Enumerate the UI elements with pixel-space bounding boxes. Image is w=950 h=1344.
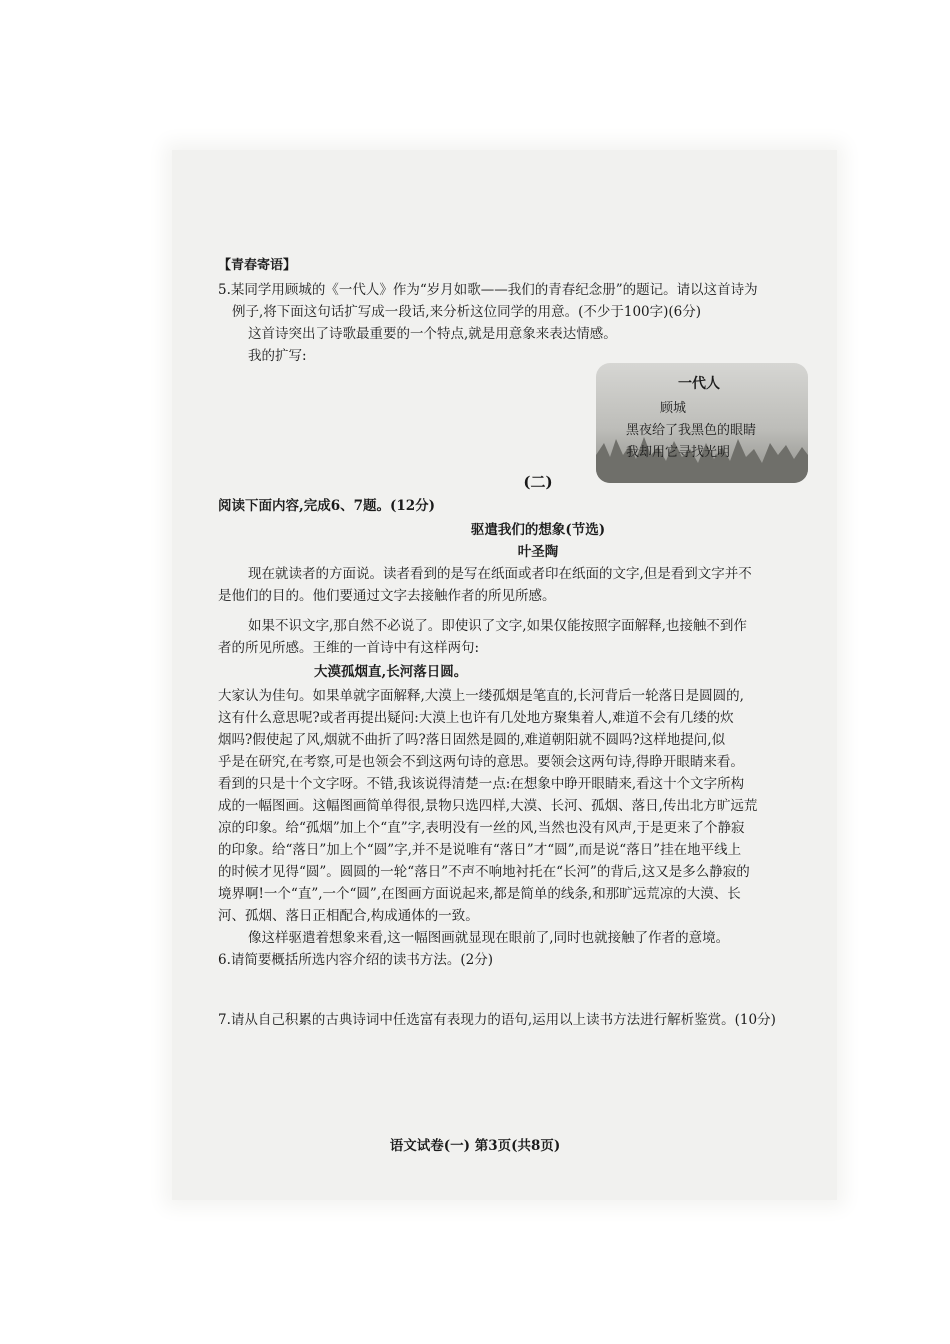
my-expansion-label: 我的扩写: (248, 348, 307, 364)
article-line: 的印象。给“落日”加上个“圆”字,并不是说唯有“落日”才“圆”,而是说“落日”挂在地平线上 (218, 842, 742, 858)
article-line: 烟吗?假使起了风,烟就不曲折了吗?落日固然是圆的,难道朝阳就不圆吗?这样地提问,似 (218, 732, 726, 748)
article-author: 叶圣陶 (517, 544, 559, 560)
exam-content (218, 255, 818, 1031)
poem-line: 黑夜给了我黑色的眼睛 (626, 423, 757, 438)
article-line: 河、孤烟、落日正相配合,构成通体的一致。 (218, 908, 479, 924)
part-heading: (二) (523, 473, 553, 491)
article-line: 这有什么意思呢?或者再提出疑问:大漠上也许有几处地方聚集着人,难道不会有几缕的炊 (218, 710, 734, 726)
section-tag: 【青春寄语】 (218, 258, 297, 273)
question-5-line: 例子,将下面这句话扩写成一段话,来分析这位同学的用意。(不少于100字)(6分) (232, 304, 702, 320)
question-5-statement: 这首诗突出了诗歌最重要的一个特点,就是用意象来表达情感。 (248, 326, 617, 342)
article-line: 现在就读者的方面说。读者看到的是写在纸面或者印在纸面的文字,但是看到文字并不 (248, 566, 752, 582)
article-line: 像这样驱遣着想象来看,这一幅图画就显现在眼前了,同时也就接触了作者的意境。 (248, 930, 730, 946)
article-title: 驱遣我们的想象(节选) (470, 522, 606, 538)
question-5-line: 5.某同学用顾城的《一代人》作为“岁月如歌——我们的青春纪念册”的题记。请以这首诗为 (218, 282, 758, 298)
answer-space[interactable] (218, 367, 818, 427)
poem-title: 一代人 (678, 376, 720, 392)
article-line: 如果不识文字,那自然不必说了。即使识了文字,如果仅能按照字面解释,也接触不到作 (248, 618, 747, 634)
poem-line: 我却用它寻找光明 (626, 445, 731, 460)
article-line: 境界啊!一个“直”,一个“圆”,在图画方面说起来,都是简单的线条,和那旷远荒凉的大漠、长 (218, 886, 741, 902)
article-line: 看到的只是十个文字呀。不错,我该说得清楚一点:在想象中睁开眼睛来,看这十个文字所构 (218, 776, 745, 792)
page-footer: 语文试卷(一) 第3页(共8页) (389, 1138, 561, 1154)
question-6: 6.请简要概括所选内容介绍的读书方法。(2分) (218, 952, 494, 968)
poem-verse: 大漠孤烟直,长河落日圆。 (314, 664, 468, 680)
article-line: 的时候才见得“圆”。圆圆的一轮“落日”不声不响地衬托在“长河”的背后,这又是多么静寂的 (218, 864, 750, 880)
answer-space[interactable] (218, 971, 818, 1009)
part-instruction: 阅读下面内容,完成6、7题。(12分) (218, 498, 436, 514)
article-line: 者的所见所感。王维的一首诗中有这样两句: (218, 640, 480, 656)
article-line: 成的一幅图画。这幅图画简单得很,景物只选四样,大漠、长河、孤烟、落日,传出北方旷远荒 (218, 798, 758, 814)
question-7: 7.请从自己积累的古典诗词中任选富有表现力的语句,运用以上读书方法进行解析鉴赏。(10分) (218, 1012, 776, 1028)
article-line: 乎是在研究,在考察,可是也领会不到这两句诗的意思。要领会这两句诗,得睁开眼睛来看。 (218, 754, 744, 770)
article-line: 大家认为佳句。如果单就字面解释,大漠上一缕孤烟是笔直的,长河背后一轮落日是圆圆的, (218, 688, 744, 704)
article-line: 凉的印象。给“孤烟”加上个“直”字,表明没有一丝的风,当然也没有风声,于是更来了个静寂 (218, 820, 745, 836)
poem-author: 顾城 (660, 401, 687, 416)
article-line: 是他们的目的。他们要通过文字去接触作者的所见所感。 (218, 588, 556, 604)
